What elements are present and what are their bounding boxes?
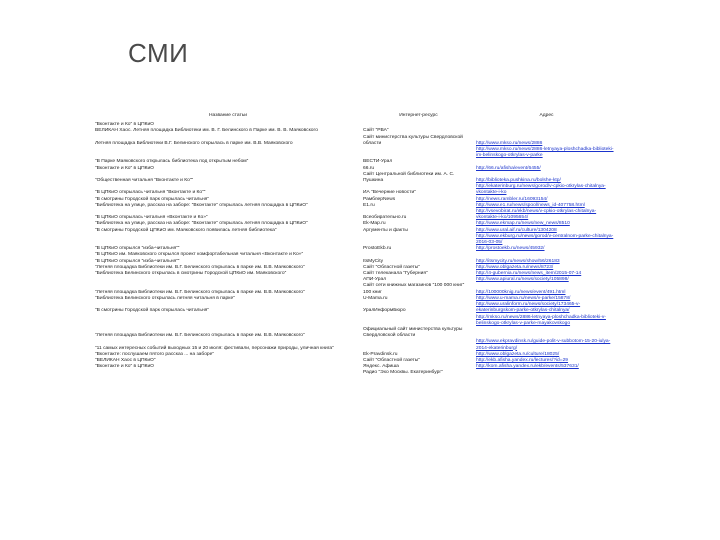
resource-cell: Сайт министерства культуры Свердловской области [363, 134, 463, 146]
url-link[interactable]: http://www.ekburg.ru/news/gorod/v-centralnom-parke-chitalnya-2016-03-05/ [476, 233, 614, 246]
table-row [94, 172, 618, 184]
url-cell [475, 147, 618, 159]
resource-cell: Официальный сайт министерства культуры Свердловской области [363, 326, 463, 339]
url-link[interactable]: http://www.uralinform.ru/news/society/173465-v-ekaterinburgskom-parke-otkrylas-chitalnya/ [476, 302, 581, 314]
resource-cell [362, 315, 475, 327]
url-cell [475, 135, 618, 147]
url-link[interactable]: http://vsevobirat.ru/ekb/news/v-cpkio-otkrylas-chitalnya-vkontakte-i-ko/1095654/ [476, 209, 597, 221]
url-link[interactable]: http://www.e1.ru/news/spool/news_id-407758.html [476, 202, 585, 208]
url-cell [475, 370, 618, 376]
article-title-cell: “Вконтакте и Ко” в ЦПКиО [95, 364, 154, 370]
url-link[interactable]: http://www.oblgazeta.ru/news/8723/ [476, 264, 554, 270]
article-title-cell [94, 234, 362, 246]
article-title-cell: “Библиотека Белинского открылась летняя читальня в парке” [95, 295, 235, 301]
url-link[interactable]: http://www.apiural.ru/news/society/105898/ [476, 277, 569, 283]
resource-cell: Сайт “РВА” [363, 128, 389, 134]
resource-cell: Ek-Map.ru [363, 221, 386, 227]
article-title-cell: “Библиотека на улице, рассказ на заборе: “Вконтакте” открылась летняя площадка в ЦПКиО” [95, 202, 308, 208]
url-cell [475, 302, 618, 314]
url-cell [475, 315, 618, 327]
url-link[interactable]: http://100000knig.ru/news/event/491.html [476, 289, 566, 295]
resource-cell: ИА “Вечерние новости” [363, 190, 416, 196]
article-title-cell [94, 315, 362, 327]
resource-cell: ВЕСТИ-Урал [363, 159, 393, 165]
article-title-cell: “Библиотека на улице, рассказ на заборе: “Вконтакте” открылась летняя площадка в ЦПКиО” [95, 221, 308, 227]
url-cell [475, 172, 618, 184]
url-link[interactable]: http://ekaterinburg.ru/news/gorod/v-cpkio-otkrylas-chitalnya-vkontakte-i-ko [476, 184, 606, 196]
url-cell [475, 327, 618, 339]
resource-cell: 66.ru [363, 165, 375, 171]
resource-cell [362, 147, 475, 159]
header-internet-resource: Интернет-ресурс [399, 113, 438, 118]
article-title-cell: “В ЦПКиО открылась читальня “Вконтакте и Ко”” [95, 190, 206, 196]
url-link[interactable]: http://www.oblgazeta.ru/culture/18025/ [476, 351, 560, 357]
header-address: Адрес [539, 113, 554, 118]
table-row [94, 370, 618, 376]
article-title-cell: “Летняя площадка Библиотеки им. В.Г. Белинского открылась в парке им. В.В. Маяковского” [95, 289, 305, 295]
resource-cell [362, 339, 475, 351]
url-link[interactable]: http://kom.afisha.yandex.ru/ekb/events/537631/ [476, 364, 579, 370]
table-row [94, 147, 618, 159]
url-cell [475, 234, 618, 246]
resource-cell: 100 книг [363, 289, 382, 295]
url-link[interactable]: http://www.u-mama.ru/news/v-parke/15878/ [476, 295, 571, 301]
url-link[interactable]: http://mkso.ru/news/2886-letnyaya-ploshchadka-biblioteki-v-belinskogo-otkrylas-v-parke-mayakovskogo [476, 314, 606, 326]
table-row [94, 184, 618, 196]
resource-cell [362, 234, 475, 246]
url-link[interactable]: http://www.ural.aif.ru/culture/1304208 [476, 227, 557, 233]
url-link[interactable]: http://www.ekpravdinsk.ru/guide-polit-v-subbotom-15-20-iulya-2014-ekaterinburg/ [476, 339, 611, 351]
article-title-cell [94, 147, 362, 159]
header-row [94, 113, 618, 122]
url-link[interactable]: http://66.ru/afisha/event/6455/ [476, 165, 541, 171]
resource-cell: ItsMyCity [363, 258, 384, 264]
resource-cell: Сайт “Областной газеты” [363, 357, 420, 363]
resource-cell: ProstoEkb.ru [363, 246, 392, 252]
article-title-cell: “В ЦПКиО открылся “изба-читальня”” [95, 246, 180, 252]
resource-cell: Сайт сети книжных магазинов “100 000 книг” [363, 283, 465, 289]
article-title-cell [94, 370, 362, 376]
resource-cell: Яндекс. Афиша [363, 364, 399, 370]
article-title-cell: “В ЦПКиО им. Маяковского открылся проект комфортабельная читальня «Вконтакте и Ко»” [95, 252, 304, 258]
resource-cell: Ek-Pravdinsk.ru [363, 351, 398, 357]
resource-cell: Сайт Центральной библиотеки им. А. С. Пушкина [363, 171, 455, 184]
article-title-cell: “11 самых интересных событий выходных 15 и 20 июля: фестивали, персонажи природы, уличная книга” [95, 345, 334, 351]
article-title-cell: “В ЦПКиО открылась читальня «Вконтакте и Ко»” [95, 215, 208, 221]
resource-cell: АПИ-Урал [363, 277, 387, 283]
header-article-title: Название статьи [209, 113, 247, 118]
article-title-cell: “В Парке Маяковского открылась библиотека под открытым небом” [95, 159, 249, 165]
table-row [94, 315, 618, 327]
table-row [94, 209, 618, 221]
article-title-cell: “Вконтакте: послушаем пятого рассказ ... на заборе” [95, 351, 214, 357]
resource-cell: Радио “Эхо Москвы. Екатеринбург” [363, 370, 443, 376]
article-title-cell: “В смотрины Городской парк открылась читальня” [95, 196, 209, 202]
url-link[interactable]: http://itsmycity.ru/news/show/56/26183 [476, 258, 560, 264]
resource-cell: E1.ru [363, 202, 375, 208]
table-row [94, 327, 618, 339]
url-link[interactable]: http://news.rambler.ru/16093154/ [476, 196, 548, 202]
media-table [94, 113, 618, 377]
article-title-cell: ВЕЛИКАН Хаос. Летняя площадка Библиотеки им. В. Г. Белинского в Парке им. В. В. Маяковского [95, 128, 318, 134]
url-link[interactable]: http://www.ekmap.ru/news/new_news/8510 [476, 221, 570, 227]
url-link[interactable]: http://www.mkso.ru/news/2886-letnyaya-ploshchadka-biblioteki-im-belinskogo-otkrylas-v-parke [476, 147, 614, 159]
article-title-cell: “В смотрины Городской парк открылась читальня” [95, 308, 209, 314]
article-title-cell: “ВЕЛИКАН Хаос в ЦПКиО” [95, 357, 156, 363]
article-title-cell: “Летняя площадка Библиотеки им. В.Г. Белинского открылась в парке им. В.В. Маяковского” [95, 333, 305, 339]
article-title-cell: “В ЦПКиО открылся “изба-читальня”” [95, 258, 180, 264]
table-row [94, 339, 618, 351]
table-row [94, 135, 618, 147]
url-link[interactable]: http://biblioteka.pushkina.ru/bolshe-ktp/ [476, 178, 561, 184]
resource-cell: Сайт “Областной газеты” [363, 264, 420, 270]
resource-cell: УралИнформБюро [363, 308, 406, 314]
url-cell [475, 209, 618, 221]
table-row [94, 302, 618, 314]
article-title-cell: “Библиотека Белинского открылась в смотрины Городской ЦПКиО им. Маяковского” [95, 271, 287, 277]
table-row [94, 234, 618, 246]
resource-cell: РамблерNews [363, 196, 396, 202]
url-link[interactable]: http://prostoekb.ru/news/45932/ [476, 246, 545, 252]
url-link[interactable]: http://www.mkso.ru/news/2886 [476, 140, 543, 146]
resource-cell: Сайт телеканала “Губерния” [363, 271, 428, 277]
url-link[interactable]: http://ekb.afisha.yandex.ru/lectures/?id=29 [476, 357, 569, 363]
url-link[interactable]: http://4-gubernia.ru/news/news_item/2015-07-14 [476, 271, 582, 277]
article-title-cell: “Вконтакте и Ко” в ЦПКиО [95, 165, 154, 171]
article-title-cell: “В смотрины Городской ЦПКиО им. Маяковского появилась летняя библиотека” [95, 227, 277, 233]
article-title-cell: “Вконтакте и Ко” в ЦПКиО [95, 122, 154, 128]
url-cell [475, 184, 618, 196]
url-cell [475, 339, 618, 351]
resource-cell: U-Mama.ru [363, 295, 388, 301]
article-title-cell: “Летняя площадка Библиотеки им. В.Г. Белинского открылась в парке им. В.В. Маяковского” [95, 264, 305, 270]
resource-cell: Аргументы и факты [363, 227, 408, 233]
article-title-cell: Летняя площадка Библиотеки В.Г. Белинского открылась в парке им. В.В. Маяковского [95, 140, 293, 146]
slide-title: СМИ [128, 38, 189, 68]
resource-cell: Всеобирательно.ru [363, 215, 407, 221]
article-title-cell: “Общественная читальня “Вконтакте и Ко”” [95, 178, 194, 184]
